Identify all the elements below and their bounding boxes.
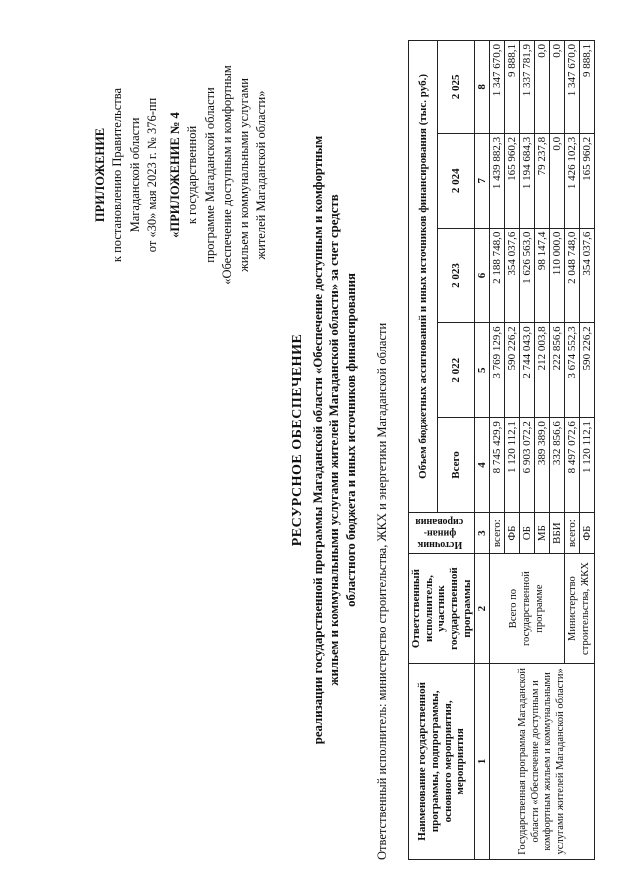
value-cell: 354 037,6 bbox=[505, 228, 520, 323]
title-subline: жильем и коммунальными услугами жителей Магаданской области» за счет средств bbox=[327, 194, 342, 686]
value-cell: 165 960,2 bbox=[580, 133, 595, 228]
value-cell: 389 389,0 bbox=[535, 418, 550, 513]
value-cell: 9 888,1 bbox=[505, 41, 520, 134]
appendix-line: жителей Магаданской области» bbox=[254, 90, 269, 260]
header-volume: Объем бюджетных ассигнований и иных источников финансирования (тыс. руб.) bbox=[409, 41, 438, 513]
header-year: 2 022 bbox=[438, 323, 475, 418]
value-cell: 0,0 bbox=[550, 133, 565, 228]
column-index-row bbox=[475, 41, 490, 860]
value-cell: 1 626 563,0 bbox=[520, 228, 535, 323]
appendix-title: ПРИЛОЖЕНИЕ bbox=[93, 127, 107, 223]
value-cell: 1 347 670,0 bbox=[565, 41, 580, 134]
document-title bbox=[290, 40, 359, 840]
source-cell: ОБ bbox=[520, 512, 535, 554]
value-cell: 0,0 bbox=[550, 41, 565, 134]
column-index: 8 bbox=[475, 41, 490, 134]
appendix-line: Магаданской области bbox=[127, 117, 142, 233]
source-cell: всего: bbox=[490, 512, 505, 554]
appendix-line: «Обеспечение доступным и комфортным bbox=[219, 65, 234, 285]
column-index: 4 bbox=[475, 418, 490, 513]
value-cell: 332 856,6 bbox=[550, 418, 565, 513]
appendix-line: жильем и коммунальными услугами bbox=[237, 78, 251, 272]
header-year: 2 024 bbox=[438, 133, 475, 228]
header-source: Источник финан-сирования bbox=[409, 512, 475, 554]
value-cell: 1 347 670,0 bbox=[490, 41, 505, 134]
value-cell: 1 120 112,1 bbox=[580, 418, 595, 513]
column-index: 3 bbox=[475, 512, 490, 554]
value-cell: 2 188 748,0 bbox=[490, 228, 505, 323]
table-row bbox=[490, 41, 505, 860]
column-index: 5 bbox=[475, 323, 490, 418]
responsible-cell: Министерство строительства, ЖКХ bbox=[565, 554, 595, 663]
table-header-row bbox=[409, 41, 438, 860]
appendix-date: от «30» мая 2023 г. № 376-пп bbox=[144, 97, 159, 253]
value-cell: 1 426 102,3 bbox=[565, 133, 580, 228]
value-cell: 1 337 781,9 bbox=[520, 41, 535, 134]
value-cell: 3 769 129,6 bbox=[490, 323, 505, 418]
value-cell: 6 903 072,2 bbox=[520, 418, 535, 513]
header-name: Наименование государственной программы, подпрограммы, основного мероприятия, мероприятия bbox=[409, 663, 475, 859]
value-cell: 9 888,1 bbox=[580, 41, 595, 134]
title-subline: областного бюджета и иных источников финансирования bbox=[343, 273, 358, 607]
value-cell: 590 226,2 bbox=[505, 323, 520, 418]
column-index: 1 bbox=[475, 663, 490, 859]
program-name-cell: Государственная программа Магаданской области «Обеспечение доступным и комфортным жильем и коммунальными услугами жителей Магаданской области» bbox=[490, 663, 595, 859]
value-cell: 1 120 112,1 bbox=[505, 418, 520, 513]
value-cell: 222 856,6 bbox=[550, 323, 565, 418]
source-cell: ФБ bbox=[505, 512, 520, 554]
value-cell: 2 048 748,0 bbox=[565, 228, 580, 323]
value-cell: 212 003,8 bbox=[535, 323, 550, 418]
value-cell: 1 439 882,3 bbox=[490, 133, 505, 228]
value-cell: 2 744 043,0 bbox=[520, 323, 535, 418]
responsible-cell: Всего по государственной программе bbox=[490, 554, 565, 663]
column-index: 2 bbox=[475, 554, 490, 663]
value-cell: 110 000,0 bbox=[550, 228, 565, 323]
header-responsible: Ответственный исполнитель, участник государственной программы bbox=[409, 554, 475, 663]
source-cell: всего: bbox=[565, 512, 580, 554]
column-index: 6 bbox=[475, 228, 490, 323]
value-cell: 98 147,4 bbox=[535, 228, 550, 323]
source-cell: ВБИ bbox=[550, 512, 565, 554]
value-cell: 1 194 684,3 bbox=[520, 133, 535, 228]
value-cell: 3 674 552,3 bbox=[565, 323, 580, 418]
title-subline: реализации государственной программы Магаданской области «Обеспечение доступным и комфортным bbox=[311, 135, 325, 745]
title-heading: РЕСУРСНОЕ ОБЕСПЕЧЕНИЕ bbox=[290, 333, 305, 547]
appendix-line: программе Магаданской области bbox=[202, 87, 217, 263]
responsible-executor: Ответственный исполнитель: министерство строительства, ЖКХ и энергетики Магаданской области bbox=[375, 322, 389, 860]
value-cell: 0,0 bbox=[535, 41, 550, 134]
resource-table bbox=[408, 40, 595, 860]
appendix-title-2: «ПРИЛОЖЕНИЕ № 4 bbox=[168, 112, 182, 238]
header-total: Всего bbox=[438, 418, 475, 513]
source-cell: МБ bbox=[535, 512, 550, 554]
header-year: 2 023 bbox=[438, 228, 475, 323]
appendix-block bbox=[92, 10, 271, 340]
value-cell: 79 237,8 bbox=[535, 133, 550, 228]
value-cell: 165 960,2 bbox=[505, 133, 520, 228]
value-cell: 354 037,6 bbox=[580, 228, 595, 323]
column-index: 7 bbox=[475, 133, 490, 228]
value-cell: 590 226,2 bbox=[580, 323, 595, 418]
value-cell: 8 745 429,9 bbox=[490, 418, 505, 513]
appendix-line: к государственной bbox=[185, 125, 200, 225]
value-cell: 8 497 072,6 bbox=[565, 418, 580, 513]
source-cell: ФБ bbox=[580, 512, 595, 554]
header-year: 2 025 bbox=[438, 41, 475, 134]
appendix-line: к постановлению Правительства bbox=[110, 87, 125, 263]
